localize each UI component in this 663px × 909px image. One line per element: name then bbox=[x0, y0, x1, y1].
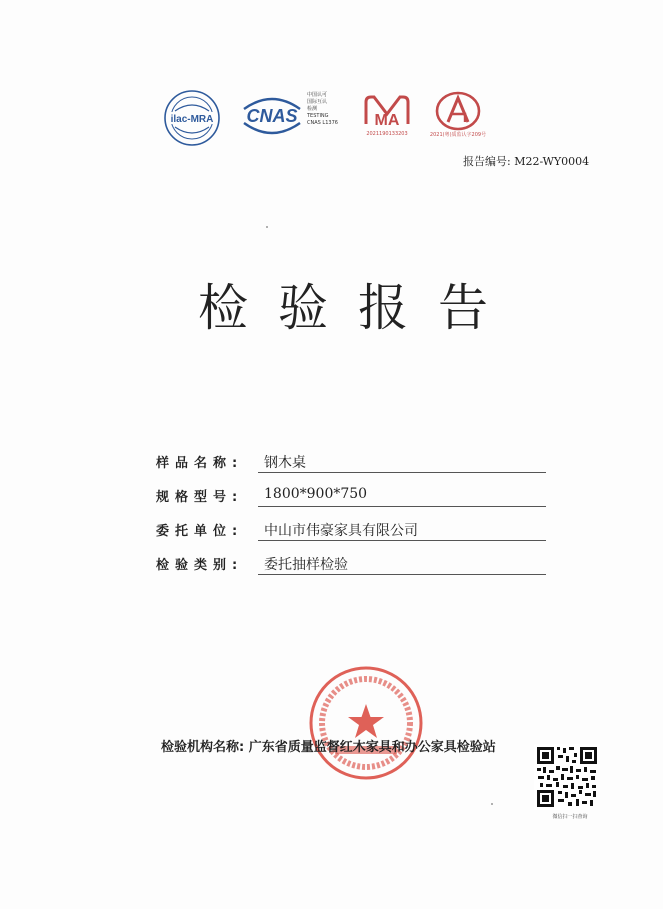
svg-text:CNAS: CNAS bbox=[246, 106, 298, 126]
field-value: 1800*900*750 bbox=[264, 486, 368, 502]
field-inspection-type bbox=[156, 554, 546, 576]
page-title: 检验报告 bbox=[198, 279, 518, 337]
field-label: 检验类别: bbox=[156, 558, 244, 573]
scan-speck bbox=[266, 226, 268, 228]
svg-text:MA: MA bbox=[374, 112, 400, 129]
field-sample-name bbox=[156, 452, 546, 474]
field-label: 委托单位: bbox=[156, 524, 244, 539]
field-label: 样品名称: bbox=[156, 456, 244, 471]
inspection-organization: 检验机构名称: 广东省质量监督红木家具和办公家具检验站 bbox=[161, 740, 496, 755]
ilac-mra-logo bbox=[163, 89, 221, 147]
scan-speck bbox=[491, 803, 493, 805]
qr-caption: 微信扫一扫查询 bbox=[552, 814, 588, 820]
cnas-logo bbox=[238, 93, 306, 139]
cal-code: 2021(粤)质监认字209号 bbox=[429, 132, 487, 138]
cma-code: 2021190133203 bbox=[366, 131, 408, 137]
field-label: 规格型号: bbox=[156, 490, 244, 505]
cnas-accreditation-text: 中国认可 国际互认 检测 TESTING CNAS L1376 bbox=[307, 92, 338, 126]
underline bbox=[258, 472, 546, 473]
underline bbox=[258, 574, 546, 575]
underline bbox=[258, 506, 546, 507]
report-number: 报告编号: M22-WY0004 bbox=[463, 155, 590, 168]
underline bbox=[258, 540, 546, 541]
field-client bbox=[156, 520, 546, 542]
field-value: 委托抽样检验 bbox=[264, 557, 348, 573]
svg-text:ilac-MRA: ilac-MRA bbox=[170, 114, 214, 125]
field-value: 钢木桌 bbox=[264, 455, 306, 471]
field-model-spec bbox=[156, 486, 546, 508]
official-seal bbox=[307, 664, 425, 786]
cma-logo bbox=[362, 94, 412, 130]
qr-code[interactable] bbox=[534, 744, 600, 814]
field-value: 中山市伟豪家具有限公司 bbox=[264, 523, 418, 539]
cal-logo bbox=[434, 90, 482, 132]
